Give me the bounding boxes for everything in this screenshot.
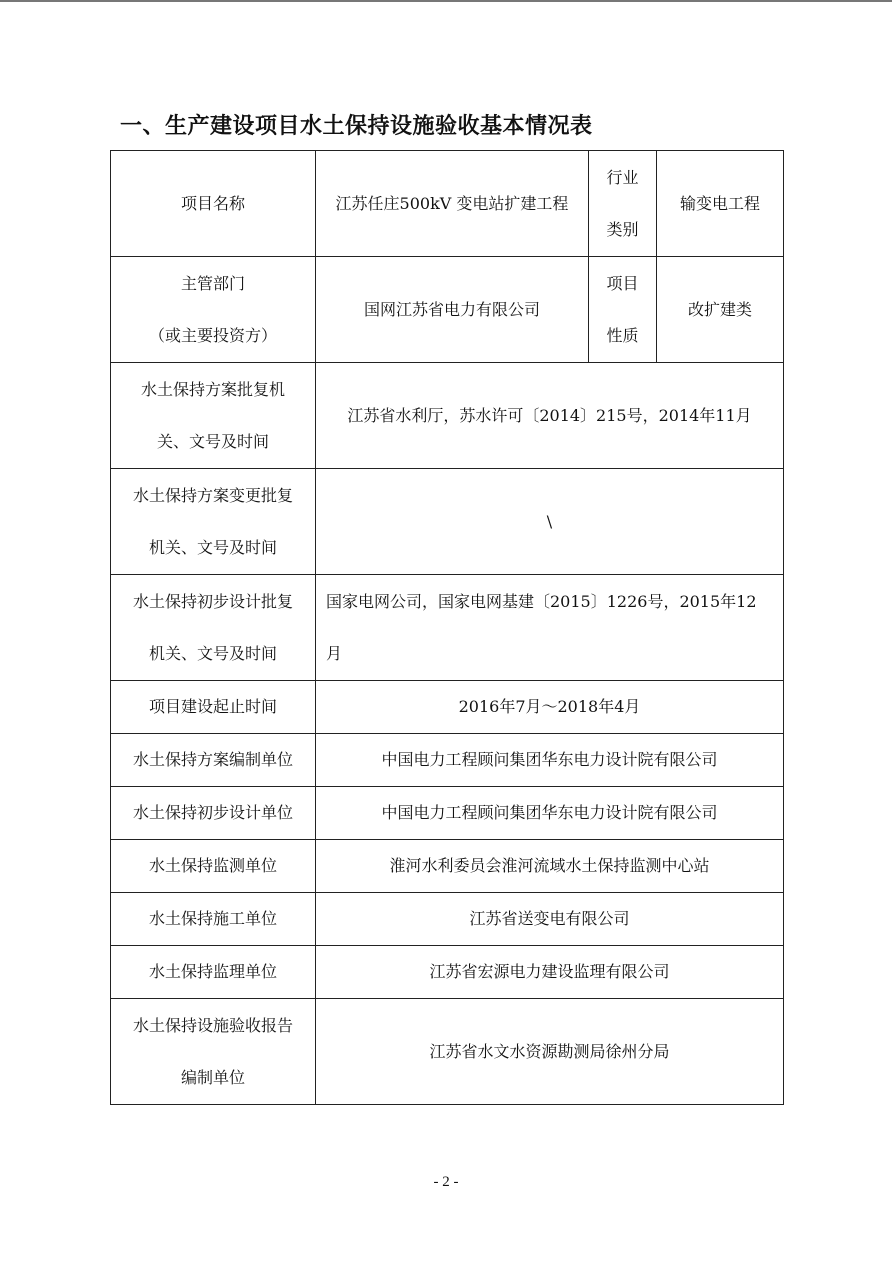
row-label: 项目建设起止时间 xyxy=(111,681,316,734)
row-value: 2016年7月～2018年4月 xyxy=(316,681,784,734)
table-row xyxy=(111,840,784,893)
row-value: 江苏省水文水资源勘测局徐州分局 xyxy=(316,999,784,1105)
label-line: （或主要投资方） xyxy=(148,325,277,345)
table-row xyxy=(111,946,784,999)
page-title: 一、生产建设项目水土保持设施验收基本情况表 xyxy=(120,114,593,139)
label-line: 主管部门 xyxy=(180,273,245,293)
row-label xyxy=(111,151,316,257)
label-line: 水土保持方案变更批复 xyxy=(132,485,293,505)
row-label: 水土保持初步设计单位 xyxy=(111,787,316,840)
row-sub-label xyxy=(589,151,657,257)
label-line: 机关、文号及时间 xyxy=(148,643,277,663)
label-line: 项目名称 xyxy=(180,193,245,213)
row-value: 江苏省送变电有限公司 xyxy=(316,893,784,946)
row-label: 水土保持施工单位 xyxy=(111,893,316,946)
row-label: 水土保持方案编制单位 xyxy=(111,734,316,787)
label-line: 编制单位 xyxy=(180,1067,245,1087)
page-number: - 2 - xyxy=(433,1174,459,1190)
row-value: 中国电力工程顾问集团华东电力设计院有限公司 xyxy=(316,734,784,787)
row-sub-value: 改扩建类 xyxy=(657,257,784,363)
table-row xyxy=(111,363,784,469)
value-line: 月 xyxy=(326,643,343,663)
row-value: 江苏省宏源电力建设监理有限公司 xyxy=(316,946,784,999)
row-label xyxy=(111,363,316,469)
label-line: 关、文号及时间 xyxy=(156,431,269,451)
table-row xyxy=(111,575,784,681)
row-label: 水土保持监理单位 xyxy=(111,946,316,999)
table-row xyxy=(111,999,784,1105)
row-label xyxy=(111,999,316,1105)
top-border-line xyxy=(0,0,892,2)
sub-label-line: 项目 xyxy=(606,273,639,293)
row-value: 中国电力工程顾问集团华东电力设计院有限公司 xyxy=(316,787,784,840)
row-label xyxy=(111,257,316,363)
row-value: 淮河水利委员会淮河流域水土保持监测中心站 xyxy=(316,840,784,893)
row-value: 国网江苏省电力有限公司 xyxy=(316,257,589,363)
table-row xyxy=(111,469,784,575)
label-line: 机关、文号及时间 xyxy=(148,537,277,557)
row-sub-value: 输变电工程 xyxy=(657,151,784,257)
row-label: 水土保持监测单位 xyxy=(111,840,316,893)
row-label xyxy=(111,469,316,575)
sub-label-line: 性质 xyxy=(606,325,639,345)
row-value: 江苏省水利厅，苏水许可〔2014〕215号，2014年11月 xyxy=(316,363,784,469)
label-line: 水土保持设施验收报告 xyxy=(132,1015,293,1035)
sub-label-line: 类别 xyxy=(606,219,639,239)
project-info-table xyxy=(110,150,784,1105)
table-row xyxy=(111,787,784,840)
label-line: 水土保持初步设计批复 xyxy=(132,591,293,611)
table-row xyxy=(111,257,784,363)
table-row xyxy=(111,681,784,734)
table-row xyxy=(111,151,784,257)
sub-label-line: 行业 xyxy=(606,167,639,187)
row-value xyxy=(316,575,784,681)
table-row xyxy=(111,893,784,946)
row-label xyxy=(111,575,316,681)
row-value: \ xyxy=(316,469,784,575)
row-value: 江苏任庄500kV 变电站扩建工程 xyxy=(316,151,589,257)
table-row xyxy=(111,734,784,787)
row-sub-label xyxy=(589,257,657,363)
label-line: 水土保持方案批复机 xyxy=(140,379,285,399)
value-line: 国家电网公司，国家电网基建〔2015〕1226号，2015年12 xyxy=(326,591,757,611)
